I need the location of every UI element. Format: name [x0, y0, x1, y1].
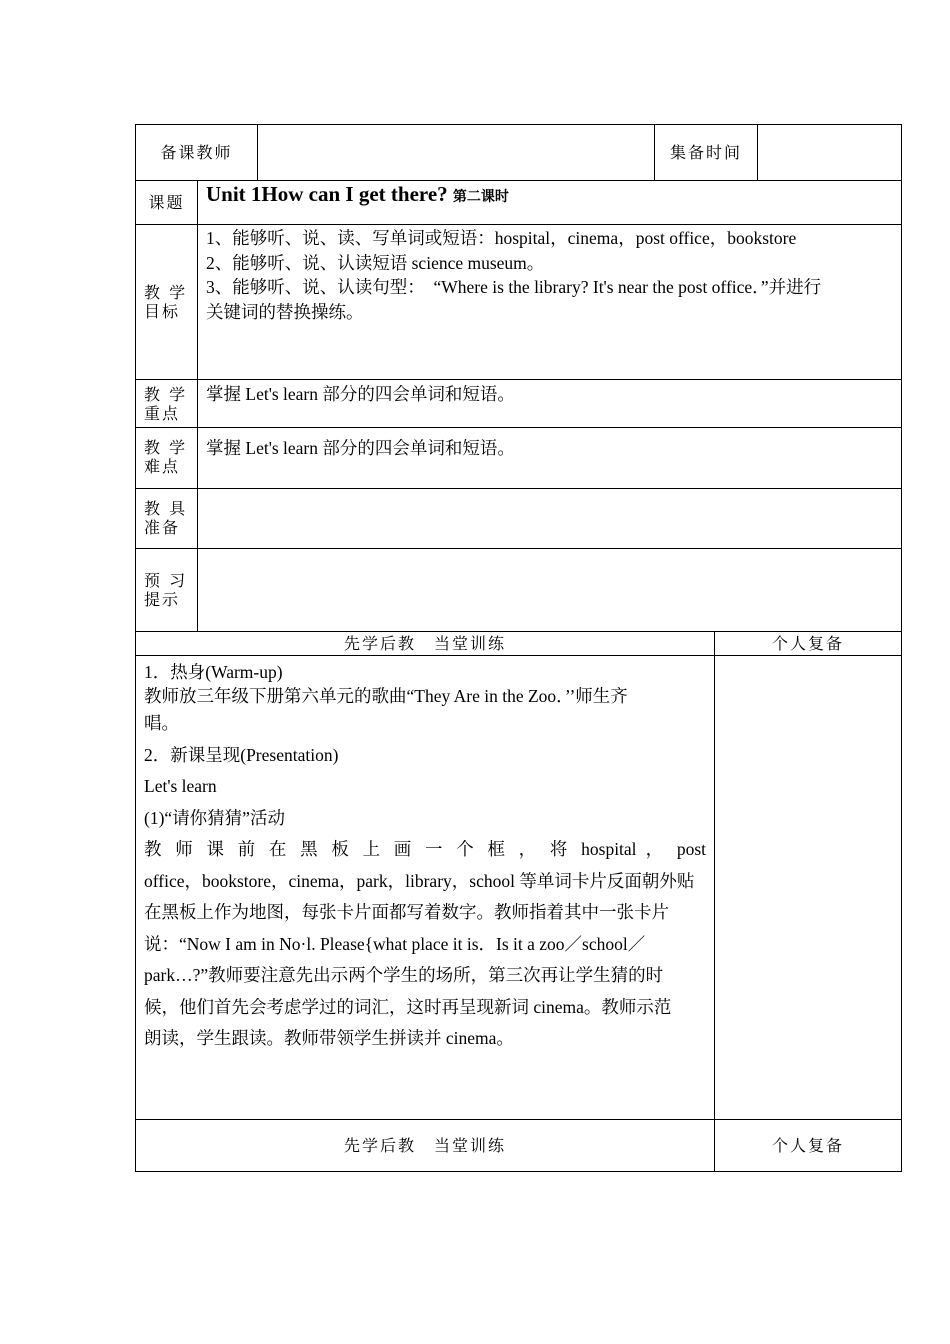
- objectives-line-1: 1、能够听、说、读、写单词或短语：hospital，cinema，post office，bookstore: [206, 228, 797, 248]
- keypoints-label-line1: 教 学: [144, 385, 188, 404]
- section-bar-left: [135, 631, 715, 656]
- topic-label: 课题: [148, 193, 185, 212]
- topic-title: Unit 1How can I get there?: [206, 182, 448, 206]
- procedure-line-6: (1)“请你猜猜”活动: [144, 807, 285, 828]
- procedure-line-3: 唱。: [144, 713, 179, 733]
- keypoints-content-cell: [197, 379, 902, 428]
- difficulties-label-line1: 教 学: [144, 438, 188, 457]
- tools-label-line1: 教 具: [144, 499, 188, 518]
- procedure-content-cell: [135, 655, 715, 1120]
- time-value-cell[interactable]: [757, 124, 902, 181]
- objectives-label-cell: [135, 224, 198, 380]
- procedure-review-cell[interactable]: [714, 655, 902, 1120]
- procedure-line-8: office，bookstore，cinema，park，library，school 等单词卡片反面朝外贴: [144, 870, 695, 891]
- preview-label-cell: [135, 548, 198, 632]
- procedure-line-2: 教师放三年级下册第六单元的歌曲“They Are in the Zoo．’’师生齐: [144, 686, 628, 706]
- time-label: 集备时间: [669, 143, 742, 162]
- difficulties-content-cell: [197, 427, 902, 489]
- objectives-label-line2: 目标: [144, 302, 181, 321]
- procedure-line-9: 在黑板上作为地图，每张卡片面都写着数字。教师指着其中一张卡片: [144, 902, 669, 922]
- footer-bar-left-text: 先学后教 当堂训练: [343, 1136, 506, 1155]
- topic-subtitle: 第二课时: [452, 189, 509, 205]
- keypoints-label-cell: [135, 379, 198, 428]
- difficulties-label-cell: [135, 427, 198, 489]
- procedure-line-11: park…?”教师要注意先出示两个学生的场所，第三次再让学生猜的时: [144, 965, 664, 985]
- teacher-label-cell: [135, 124, 258, 181]
- tools-label-line2: 准备: [144, 518, 181, 537]
- footer-bar-right: [714, 1119, 902, 1172]
- objectives-content-cell: [197, 224, 902, 380]
- topic-value-cell: [197, 180, 902, 225]
- keypoints-text: 掌握 Let's learn 部分的四会单词和短语。: [206, 384, 515, 404]
- teacher-label: 备课教师: [160, 143, 233, 162]
- teacher-value-cell[interactable]: [257, 124, 655, 181]
- procedure-line-7: 教 师 课 前 在 黑 板 上 画 一 个 框 ， 将 hospital ， post: [144, 839, 706, 859]
- section-bar-right: [714, 631, 902, 656]
- time-label-cell: [654, 124, 758, 181]
- preview-label-line1: 预 习: [144, 571, 188, 590]
- procedure-line-10: 说：“Now I am in No·l. Please{what place it is．Is it a zoo／school／: [144, 933, 646, 954]
- objectives-line-3: 3、能够听、说、认读句型： “Where is the library? It's near the post office．”并进行: [206, 277, 822, 297]
- objectives-line-2: 2、能够听、说、认读短语 science museum。: [206, 252, 545, 273]
- keypoints-label-line2: 重点: [144, 404, 181, 423]
- topic-label-cell: [135, 180, 198, 225]
- procedure-line-4: 2．新课呈现(Presentation): [144, 744, 339, 765]
- preview-label-line2: 提示: [144, 590, 181, 609]
- topic-title-line: [206, 181, 893, 210]
- procedure-line-1: 1．热身(Warm-up): [144, 662, 283, 682]
- objectives-label-line1: 教 学: [144, 283, 188, 302]
- footer-bar-left: [135, 1119, 715, 1172]
- lesson-plan-table: [135, 124, 902, 1172]
- procedure-line-13: 朗读，学生跟读。教师带领学生拼读并 cinema。: [144, 1028, 514, 1048]
- procedure-line-5: Let's learn: [144, 776, 217, 796]
- difficulties-label-line2: 难点: [144, 457, 181, 476]
- tools-label-cell: [135, 488, 198, 549]
- tools-content-cell[interactable]: [197, 488, 902, 549]
- preview-content-cell[interactable]: [197, 548, 902, 632]
- footer-bar-right-text: 个人复备: [771, 1136, 844, 1155]
- objectives-line-4: 关键词的替换操练。: [206, 301, 364, 322]
- procedure-line-12: 候，他们首先会考虑学过的词汇，这时再呈现新词 cinema。教师示范: [144, 996, 672, 1017]
- section-bar-left-text: 先学后教 当堂训练: [343, 634, 506, 653]
- section-bar-right-text: 个人复备: [771, 634, 844, 653]
- difficulties-text: 掌握 Let's learn 部分的四会单词和短语。: [206, 438, 515, 458]
